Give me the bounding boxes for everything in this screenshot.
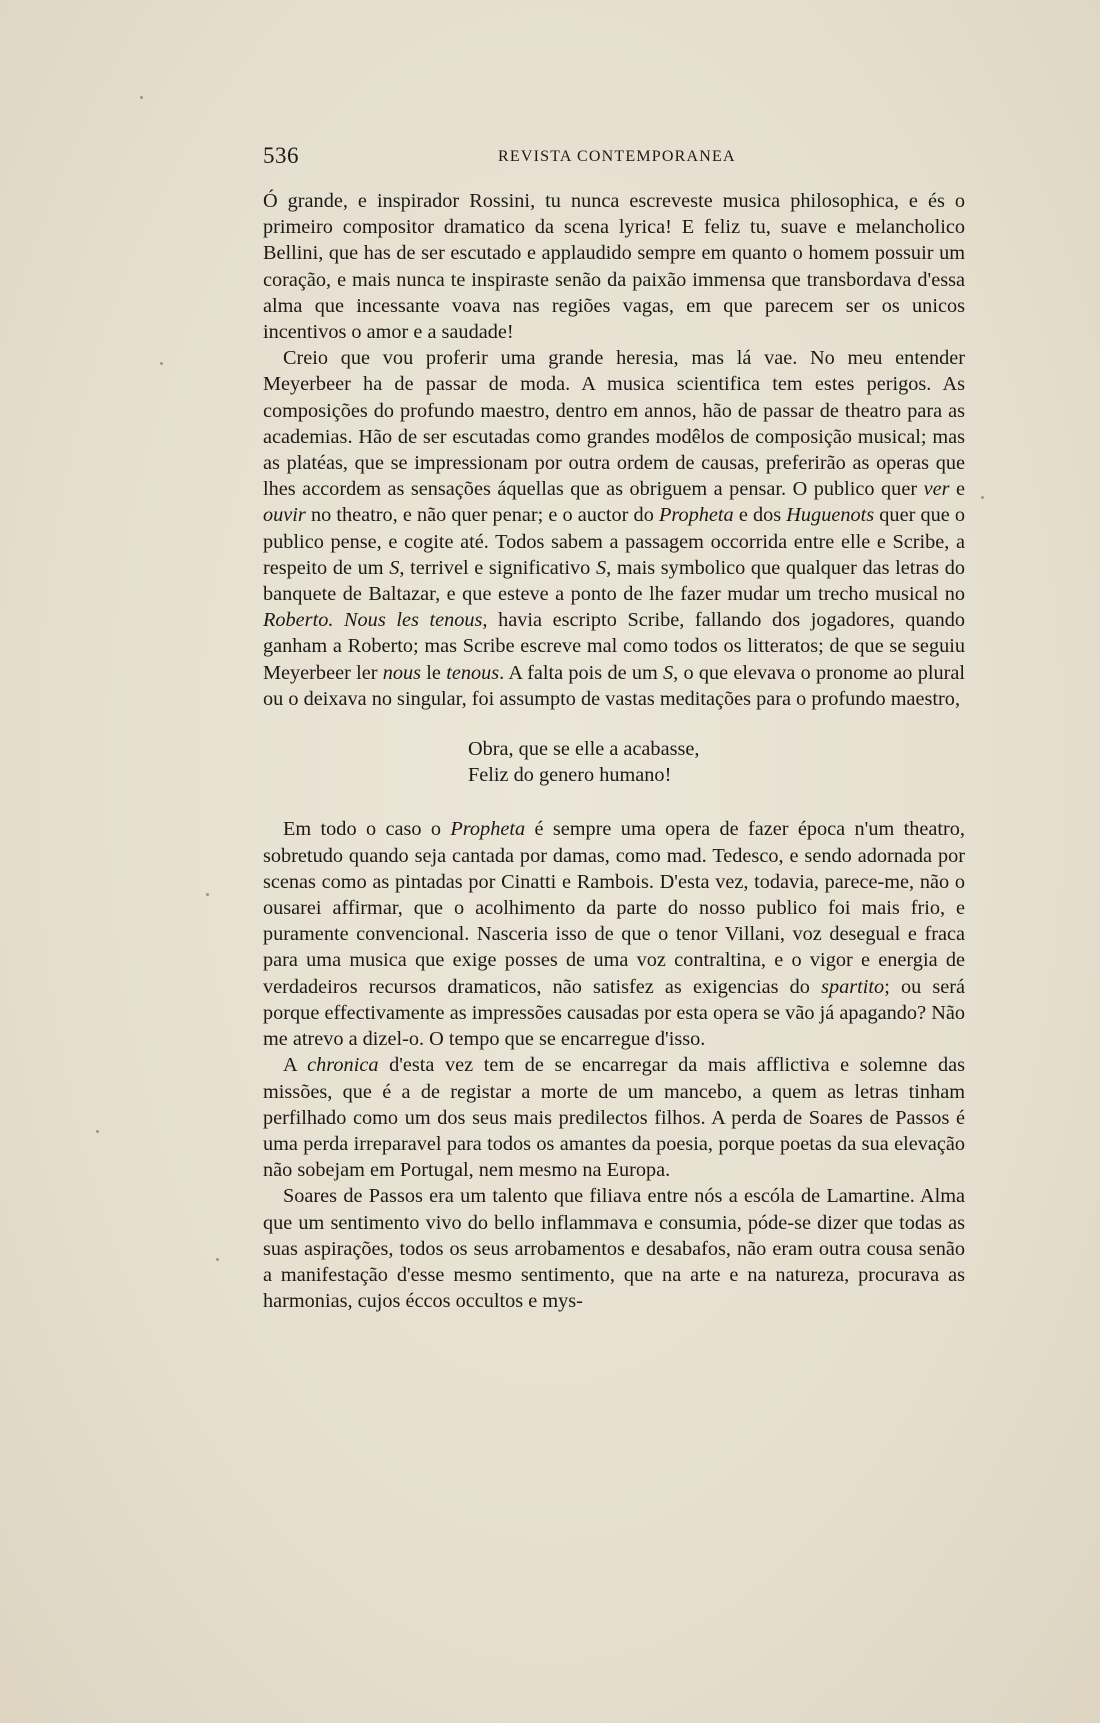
italic-text: spartito [821, 975, 885, 998]
paragraph-meyerbeer [263, 345, 965, 712]
paragraph-soares-de-passos [263, 1183, 965, 1314]
text-run: , o que elevava o pronome ao plural ou o deixava no singular, foi assumpto de vastas meditações para o profundo maestro, [263, 661, 965, 710]
paper-speck [96, 1130, 99, 1133]
paper-speck [140, 96, 143, 99]
paragraph-chronica [263, 1052, 965, 1183]
text-run: no theatro, e não quer penar; e o auctor do [305, 504, 659, 527]
text-run: é sempre uma opera de fazer época n'um theatro, sobretudo quando seja cantada por damas, como mad. Tedesco, e sendo adornada por scenas como as pintadas por Cinatti e Rambois. D'esta vez, todavia, parece-me, não o ousarei affirmar, que o acolhimento da parte do nosso publico foi mais frio, e puramente convencional. Nasceria isso de que o tenor Villani, voz desegual e fraca para uma musica que exige posses de uma voz contraltina, e o vigor e energia de verdadeiros recursos dramaticos, não satisfez as exigencias do [263, 818, 965, 998]
text-run: e dos [733, 504, 787, 527]
text-run: Ó grande, e inspirador Rossini, tu nunca escreveste musica philosophica, e és o primeiro compositor dramatico da scena lyrica! E feliz tu, suave e melancholico Bellini, que has de ser escutado e applaudido sempre em quanto o homem possuir um coração, e mais nunca te inspiraste senão da paixão immensa que transbordava d'essa alma que incessante voava nas regiões vagas, em que parecem ser os unicos incentivos o amor e a saudade! [263, 190, 965, 344]
italic-text: S [663, 661, 674, 684]
italic-text: tenous [446, 661, 500, 684]
verse-quote [468, 736, 965, 788]
italic-text: Propheta [450, 818, 526, 841]
italic-text: S [595, 556, 607, 579]
article-body [263, 188, 965, 1314]
text-run: Creio que vou proferir uma grande heresia, mas lá vae. No meu entender Meyerbeer ha de passar de moda. A musica scientifica tem estes perigos. As composições do profundo maestro, dentro em annos, hão de passar de theatro para as academias. Hão de ser escutadas como grandes modêlos de composição musical; mas as platéas, que se impressionam por outra ordem de causas, preferirão as operas que lhes accordem as sensações áquellas que as obriguem a pensar. O publico quer [263, 347, 965, 501]
verse-line: Feliz do genero humano! [468, 764, 672, 787]
paper-speck [206, 893, 209, 896]
italic-text: nous [382, 661, 422, 684]
italic-text: S [389, 556, 400, 579]
text-run: havia escripto Scribe, fallando dos jogadores, quando ganham a Roberto; mas Scribe escreve mal como todos os litteratos; de que se seguiu Meyerbeer ler [263, 609, 966, 684]
text-run: , mais symbolico que qualquer das letras do banquete de Baltazar, e que esteve a ponto de lhe fazer mudar um trecho musical no [263, 556, 965, 606]
paper-speck [160, 362, 163, 365]
paper-speck [216, 1258, 219, 1261]
italic-text: ver [923, 478, 950, 501]
paragraph-rossini-bellini [263, 188, 965, 345]
italic-text: Propheta [658, 504, 734, 527]
text-run: quer que o publico pense, e cogite até. Todos sabem a passagem occorrida entre elle e Scribe, a respeito de um [263, 504, 965, 579]
verse-line: Obra, que se elle a acabasse, [468, 738, 700, 761]
paper-speck [981, 496, 984, 499]
text-run: . A falta pois de um [499, 661, 664, 684]
text-run: A [283, 1054, 308, 1077]
running-title: REVISTA CONTEMPORANEA [498, 148, 736, 165]
page-header [263, 143, 973, 173]
text-run: Soares de Passos era um talento que filiava entre nós a escóla de Lamartine. Alma que um sentimento vivo do bello inflammava e consumia, póde-se dizer que todas as suas aspirações, todos os seus arrobamentos e desabafos, não eram outra cousa senão a manifestação d'esse mesmo sentimento, que na arte e na natureza, procurava as harmonias, cujos éccos occultos e mys- [263, 1185, 965, 1313]
page-number: 536 [263, 143, 299, 168]
paragraph-propheta [263, 816, 965, 1052]
italic-text: chronica [307, 1054, 379, 1077]
italic-text: Roberto. Nous les tenous, [263, 609, 488, 632]
text-run: e [949, 478, 965, 501]
text-run: , terrivel e significativo [399, 556, 596, 579]
text-run: Em todo o caso o [283, 818, 451, 841]
text-run: d'esta vez tem de se encarregar da mais afflictiva e solemne das missões, que é a de registar a morte de um mancebo, a quem as letras tinham perfilhado como um dos seus mais predilectos filhos. A perda de Soares de Passos é uma perda irreparavel para todos os amantes da poesia, porque poetas da sua elevação não sobejam em Portugal, nem mesmo na Europa. [263, 1054, 965, 1182]
text-run: le [421, 661, 447, 684]
italic-text: ouvir [263, 504, 306, 527]
italic-text: Huguenots [786, 504, 875, 527]
text-run: ; ou será porque effectivamente as impressões causadas por esta opera se vão já apagando? Não me atrevo a dizel-o. O tempo que se encarregue d'isso. [263, 975, 965, 1051]
